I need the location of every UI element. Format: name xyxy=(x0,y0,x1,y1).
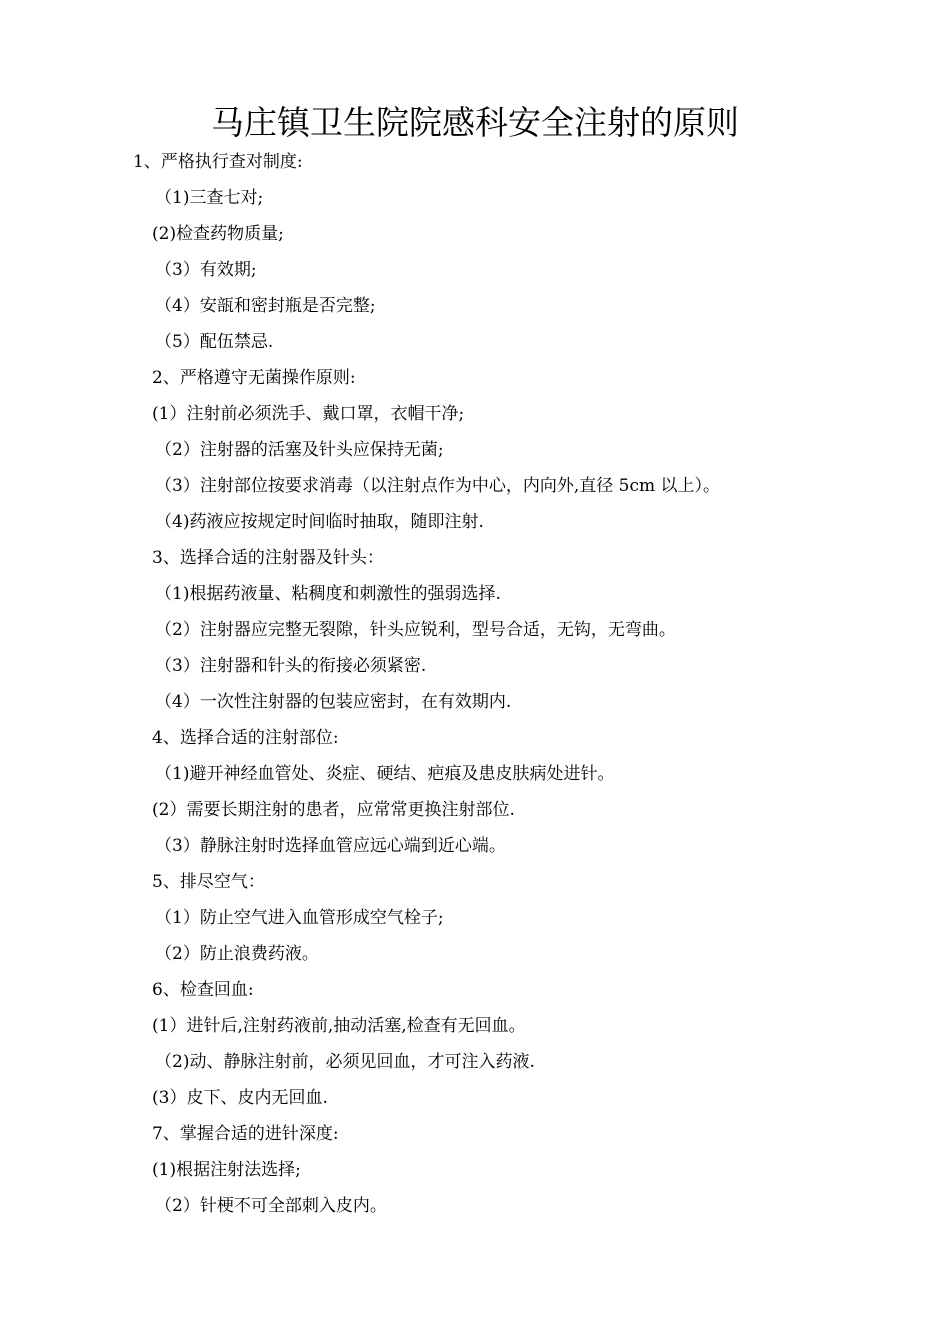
rule-1-item-5: （5）配伍禁忌. xyxy=(155,332,274,352)
rule-3-heading: 3、选择合适的注射器及针头： xyxy=(152,548,384,568)
document-title: 马庄镇卫生院院感科安全注射的原则 xyxy=(211,103,739,142)
rule-5-item-2: （2）防止浪费药液。 xyxy=(155,944,319,964)
rule-7-item-1: (1)根据注射法选择; xyxy=(152,1160,301,1180)
rule-7-item-2: （2）针梗不可全部刺入皮内。 xyxy=(155,1196,387,1216)
rule-3-item-1: （1)根据药液量、粘稠度和刺激性的强弱选择. xyxy=(155,584,501,604)
rule-4-heading: 4、选择合适的注射部位: xyxy=(152,728,339,748)
rule-2-item-1: (1）注射前必须洗手、戴口罩，衣帽干净; xyxy=(152,404,465,424)
rule-1-item-1: （1)三查七对; xyxy=(155,188,264,208)
rule-1-item-4: （4）安瓿和密封瓶是否完整; xyxy=(155,296,376,316)
rule-2-item-3: （3）注射部位按要求消毒（以注射点作为中心，内向外,直径 5cm 以上）。 xyxy=(155,476,720,496)
rule-6-item-1: (1）进针后,注射药液前,抽动活塞,检查有无回血。 xyxy=(152,1016,526,1036)
rule-3-item-2: （2）注射器应完整无裂隙，针头应锐利，型号合适，无钩，无弯曲。 xyxy=(155,620,676,640)
rule-2-item-2: （2）注射器的活塞及针头应保持无菌; xyxy=(155,440,444,460)
rule-1-heading: 1、严格执行查对制度: xyxy=(133,152,303,172)
rule-4-item-2: (2）需要长期注射的患者，应常常更换注射部位. xyxy=(152,800,515,820)
rule-7-heading: 7、掌握合适的进针深度: xyxy=(152,1124,339,1144)
rule-3-item-4: （4）一次性注射器的包装应密封，在有效期内. xyxy=(155,692,512,712)
rule-5-item-1: （1）防止空气进入血管形成空气栓子; xyxy=(155,908,444,928)
rule-6-item-2: （2)动、静脉注射前，必须见回血，才可注入药液. xyxy=(155,1052,535,1072)
rule-1-item-2: (2)检查药物质量; xyxy=(152,224,284,244)
rule-2-heading: 2、严格遵守无菌操作原则: xyxy=(152,368,356,388)
rule-4-item-3: （3）静脉注射时选择血管应远心端到近心端。 xyxy=(155,836,506,856)
rule-1-item-3: （3）有效期; xyxy=(155,260,257,280)
rule-2-item-4: （4)药液应按规定时间临时抽取，随即注射. xyxy=(155,512,484,532)
rule-6-heading: 6、检查回血: xyxy=(152,980,254,1000)
rule-4-item-1: （1)避开神经血管处、炎症、硬结、疤痕及患皮肤病处进针。 xyxy=(155,764,615,784)
rule-3-item-3: （3）注射器和针头的衔接必须紧密. xyxy=(155,656,427,676)
rule-6-item-3: (3）皮下、皮内无回血. xyxy=(152,1088,328,1108)
rule-5-heading: 5、排尽空气： xyxy=(152,872,265,892)
